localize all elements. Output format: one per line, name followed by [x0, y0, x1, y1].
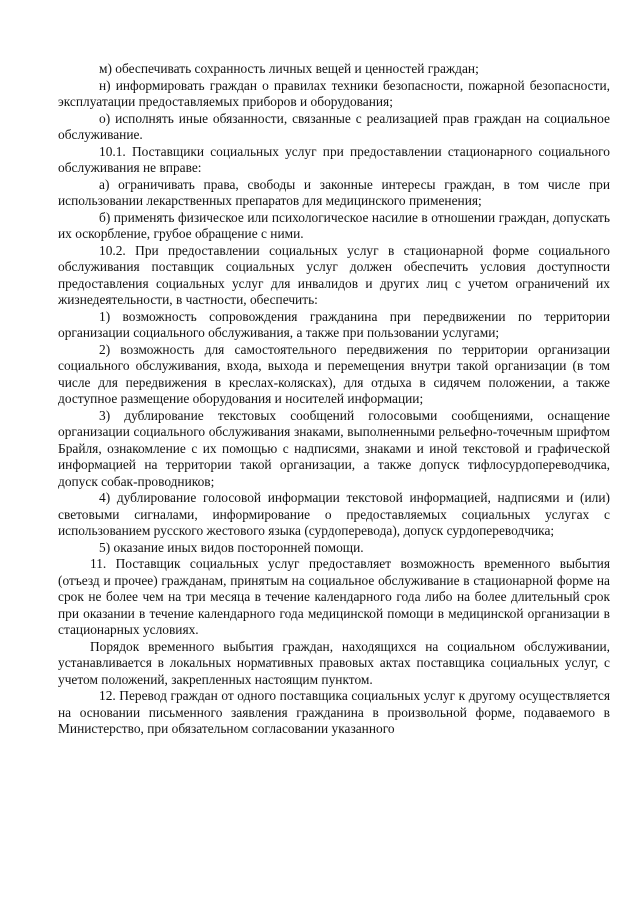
paragraph-12: 12. Перевод граждан от одного поставщика социальных услуг к другому осуществляется на основании письменного заявления гражданина в произвольной форме, подаваемого в Министерство, при обязательном согласовании указанного	[58, 688, 610, 736]
paragraph-item-n: н) информировать граждан о правилах техники безопасности, пожарной безопасности, эксплуатации предоставляемых приборов и оборудования;	[58, 77, 610, 109]
paragraph-item-b: б) применять физическое или психологическое насилие в отношении граждан, допускать их оскорбление, грубое обращение с ними.	[58, 209, 610, 241]
paragraph-item-1: 1) возможность сопровождения гражданина при передвижении по территории организации социального обслуживания, а также при пользовании услугами;	[58, 308, 610, 340]
paragraph-item-4: 4) дублирование голосовой информации текстовой информацией, надписями и (или) световыми сигналами, информирование о предоставляемых социальных услугах с использованием русского жестового языка (сурдоперевода), допуск сурдопереводчика;	[58, 490, 610, 538]
paragraph-item-o: о) исполнять иные обязанности, связанные с реализацией прав граждан на социальное обслуживание.	[58, 110, 610, 142]
paragraph-item-2: 2) возможность для самостоятельного передвижения по территории организации социального обслуживания, входа, выхода и перемещения внутри такой организации (в том числе для передвижения в креслах-колясках), для отдыха в сидячем положении, а также доступное размещение оборудования и носителей информации;	[58, 341, 610, 406]
paragraph-10-2: 10.2. При предоставлении социальных услуг в стационарной форме социального обслуживания поставщик социальных услуг должен обеспечить условия доступности предоставления социальных услуг для инвалидов и других лиц с учетом ограничений их жизнедеятельности, в частности, обеспечить:	[58, 242, 610, 307]
paragraph-item-5: 5) оказание иных видов посторонней помощи.	[99, 539, 364, 555]
paragraph-11-procedure: Порядок временного выбытия граждан, находящихся на социальном обслуживании, устанавливается в локальных нормативных правовых актах поставщика социальных услуг, с учетом положений, закрепленных настоящим пунктом.	[58, 638, 610, 687]
paragraph-11: 11. Поставщик социальных услуг предоставляет возможность временного выбытия (отъезд и прочее) гражданам, принятым на социальное обслуживание в стационарной форме на срок не более чем на три месяца в течение календарного года либо на более длительный срок при оказании в течение календарного года медицинской помощи в медицинской организации в стационарных условиях.	[58, 556, 610, 637]
paragraph-10-1: 10.1. Поставщики социальных услуг при предоставлении стационарного социального обслуживания не вправе:	[58, 143, 610, 175]
paragraph-item-m: м) обеспечивать сохранность личных вещей и ценностей граждан;	[99, 61, 479, 76]
paragraph-item-a: а) ограничивать права, свободы и законные интересы граждан, в том числе при использовании лекарственных препаратов для медицинского применения;	[58, 176, 610, 208]
document-page	[58, 61, 610, 738]
paragraph-item-3: 3) дублирование текстовых сообщений голосовыми сообщениями, оснащение организации социального обслуживания знаками, выполненными рельефно-точечным шрифтом Брайля, ознакомление с их помощью с надписями, знаками и иной текстовой и графической информацией на территории такой организации, а также допуск тифлосурдопереводчика, допуск собак-проводников;	[58, 407, 610, 489]
